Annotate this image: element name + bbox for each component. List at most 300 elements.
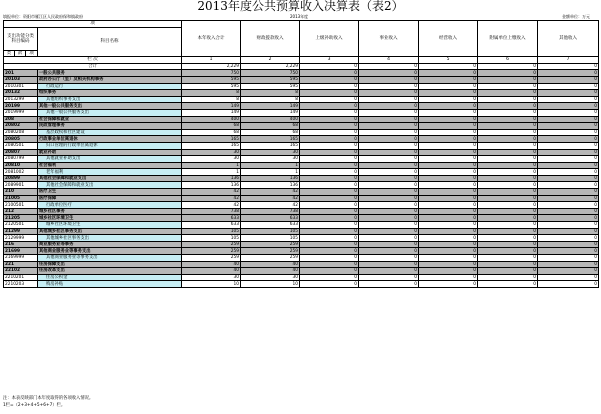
- amount-cell: 0: [478, 162, 538, 169]
- table-row: [4, 222, 599, 229]
- amount-cell: 149: [241, 109, 300, 116]
- amount-cell: 42: [241, 189, 300, 196]
- amount-cell: 595: [182, 83, 241, 90]
- amount-cell: 0: [300, 83, 359, 90]
- amount-cell: 0: [300, 90, 359, 97]
- amount-cell: 0: [538, 76, 599, 83]
- amount-cell: 30: [241, 149, 300, 156]
- amount-cell: 0: [419, 70, 478, 77]
- table-row: [4, 96, 599, 103]
- amount-cell: 0: [419, 281, 478, 288]
- amount-cell: 165: [182, 142, 241, 149]
- amount-cell: 0: [538, 169, 599, 176]
- amount-cell: 400: [182, 116, 241, 123]
- amount-cell: 0: [300, 228, 359, 235]
- amount-cell: 633: [182, 222, 241, 229]
- subject-name: 住房保障支出: [38, 261, 182, 268]
- amount-cell: 0: [300, 156, 359, 163]
- subject-code: 210: [4, 189, 38, 196]
- amount-cell: 0: [419, 136, 478, 143]
- amount-cell: 0: [300, 70, 359, 77]
- amount-cell: 0: [419, 222, 478, 229]
- table-row: [4, 149, 599, 156]
- amount-cell: 105: [182, 228, 241, 235]
- amount-cell: 0: [359, 149, 419, 156]
- amount-cell: 0: [359, 169, 419, 176]
- subject-name: 其他组织事务支出: [38, 96, 182, 103]
- amount-cell: 149: [241, 103, 300, 110]
- subject-name: 其他一般公共服务支出: [38, 103, 182, 110]
- amount-cell: 40: [241, 261, 300, 268]
- subject-name: 归口管理的行政单位离退休: [38, 142, 182, 149]
- amount-cell: 105: [182, 235, 241, 242]
- subject-code: 2089901: [4, 182, 38, 189]
- amount-cell: 0: [300, 261, 359, 268]
- subject-code: 201: [4, 70, 38, 77]
- subject-code: 20807: [4, 149, 38, 156]
- amount-cell: 400: [241, 116, 300, 123]
- header-kuan: 款: [15, 50, 26, 57]
- amount-cell: 0: [359, 274, 419, 281]
- table-row: [4, 169, 599, 176]
- amount-cell: 136: [241, 182, 300, 189]
- revenue-table: [3, 20, 599, 288]
- amount-cell: 0: [538, 241, 599, 248]
- amount-cell: 0: [359, 76, 419, 83]
- subject-name: 其他社会保障和就业支出: [38, 175, 182, 182]
- subject-name: 社会保障和就业: [38, 116, 182, 123]
- amount-cell: 149: [182, 109, 241, 116]
- subject-name: 其他城乡社区事务支出: [38, 235, 182, 242]
- col-number: 4: [359, 57, 419, 64]
- amount-cell: 0: [478, 116, 538, 123]
- amount-cell: 0: [300, 222, 359, 229]
- subject-code: 2010301: [4, 83, 38, 90]
- amount-cell: 0: [300, 142, 359, 149]
- amount-cell: 0: [478, 248, 538, 255]
- amount-cell: 1: [182, 169, 241, 176]
- subject-code: 2080501: [4, 142, 38, 149]
- amount-cell: 40: [241, 268, 300, 275]
- amount-cell: 0: [300, 136, 359, 143]
- table-row: [4, 195, 599, 202]
- amount-cell: 10: [182, 281, 241, 288]
- amount-cell: 0: [478, 222, 538, 229]
- table-row: [4, 162, 599, 169]
- amount-cell: 0: [300, 103, 359, 110]
- subject-code: 212: [4, 208, 38, 215]
- amount-cell: 0: [538, 261, 599, 268]
- col-number: 7: [538, 57, 599, 64]
- subject-code: 221: [4, 261, 38, 268]
- subject-code: 20810: [4, 162, 38, 169]
- table-row: [4, 109, 599, 116]
- amount-cell: 42: [182, 202, 241, 209]
- amount-cell: 0: [359, 83, 419, 90]
- subject-name: 其他城乡社区事务支出: [38, 228, 182, 235]
- amount-cell: 0: [478, 149, 538, 156]
- total-value: 2,229: [241, 63, 300, 70]
- amount-cell: 149: [182, 103, 241, 110]
- amount-cell: 0: [538, 175, 599, 182]
- table-row: [4, 136, 599, 143]
- amount-cell: 0: [359, 142, 419, 149]
- amount-cell: 105: [241, 228, 300, 235]
- amount-cell: 0: [359, 175, 419, 182]
- amount-cell: 0: [300, 241, 359, 248]
- amount-cell: 0: [538, 90, 599, 97]
- col-number: 5: [419, 57, 478, 64]
- header-name: 科目名称: [38, 27, 182, 57]
- amount-cell: 0: [359, 222, 419, 229]
- subject-code: 21205: [4, 215, 38, 222]
- table-row: [4, 274, 599, 281]
- subject-code: 20802: [4, 123, 38, 130]
- amount-cell: 0: [478, 208, 538, 215]
- amount-cell: 0: [538, 182, 599, 189]
- amount-cell: 0: [538, 195, 599, 202]
- subject-name: 就业补助: [38, 149, 182, 156]
- amount-cell: 0: [419, 189, 478, 196]
- total-value: 0: [478, 63, 538, 70]
- subject-name: 住房改革支出: [38, 268, 182, 275]
- amount-cell: 0: [478, 281, 538, 288]
- subject-name: 其他商业服务业等事务支出: [38, 248, 182, 255]
- amount-cell: 0: [300, 169, 359, 176]
- amount-cell: 0: [478, 123, 538, 130]
- header-lei: 类: [4, 50, 15, 57]
- amount-cell: 0: [300, 195, 359, 202]
- amount-cell: 0: [419, 96, 478, 103]
- amount-cell: 0: [300, 96, 359, 103]
- amount-cell: 0: [538, 129, 599, 136]
- table-row: [4, 255, 599, 262]
- amount-cell: 259: [241, 255, 300, 262]
- amount-cell: 0: [419, 156, 478, 163]
- table-row: [4, 202, 599, 209]
- amount-cell: 0: [359, 228, 419, 235]
- subject-name: 一般公共服务: [38, 70, 182, 77]
- amount-cell: 0: [419, 202, 478, 209]
- amount-cell: 30: [182, 274, 241, 281]
- amount-cell: 0: [419, 90, 478, 97]
- amount-cell: 8: [241, 96, 300, 103]
- amount-cell: 0: [538, 222, 599, 229]
- amount-cell: 0: [300, 274, 359, 281]
- amount-cell: 0: [300, 248, 359, 255]
- subject-name: 医疗保障: [38, 195, 182, 202]
- amount-cell: 0: [538, 208, 599, 215]
- subject-name: 行政单位医疗: [38, 202, 182, 209]
- report-title: 2013年度公共预算收入决算表（表2）: [197, 0, 404, 13]
- amount-cell: 259: [182, 241, 241, 248]
- amount-cell: 0: [419, 109, 478, 116]
- subject-name: 行政事业单位离退休: [38, 136, 182, 143]
- amount-cell: 0: [359, 281, 419, 288]
- amount-cell: 0: [359, 136, 419, 143]
- amount-cell: 0: [359, 129, 419, 136]
- amount-cell: 0: [538, 116, 599, 123]
- amount-cell: 136: [182, 182, 241, 189]
- header-col-5: 经营收入: [419, 21, 478, 57]
- amount-cell: 0: [359, 241, 419, 248]
- header-col-6: 附属单位上缴收入: [478, 21, 538, 57]
- subject-code: 2100501: [4, 202, 38, 209]
- amount-cell: 0: [359, 70, 419, 77]
- amount-cell: 633: [182, 215, 241, 222]
- amount-cell: 0: [538, 215, 599, 222]
- amount-cell: 0: [478, 90, 538, 97]
- amount-cell: 0: [478, 156, 538, 163]
- header-xiang: 项: [26, 50, 38, 57]
- subject-code: 21005: [4, 195, 38, 202]
- subject-code: 2210201: [4, 274, 38, 281]
- amount-cell: 0: [478, 103, 538, 110]
- table-row: [4, 182, 599, 189]
- amount-cell: 0: [478, 129, 538, 136]
- amount-cell: 8: [241, 90, 300, 97]
- amount-cell: 30: [182, 156, 241, 163]
- amount-cell: 0: [478, 182, 538, 189]
- amount-cell: 0: [419, 129, 478, 136]
- header-project: 项: [4, 21, 182, 28]
- amount-cell: 0: [359, 116, 419, 123]
- amount-cell: 30: [182, 149, 241, 156]
- subject-name: 老年福利: [38, 169, 182, 176]
- subject-code: 20899: [4, 175, 38, 182]
- table-row: [4, 208, 599, 215]
- amount-cell: 0: [419, 142, 478, 149]
- amount-cell: 0: [478, 83, 538, 90]
- header-col-2: 财政拨款收入: [241, 21, 300, 57]
- table-row: [4, 248, 599, 255]
- amount-cell: 0: [419, 76, 478, 83]
- table-row: [4, 228, 599, 235]
- subject-code: 2210203: [4, 281, 38, 288]
- amount-cell: 0: [419, 162, 478, 169]
- subject-name: 行政运行: [38, 83, 182, 90]
- amount-cell: 0: [478, 96, 538, 103]
- amount-cell: 1: [182, 162, 241, 169]
- subject-code: 216: [4, 241, 38, 248]
- table-row: [4, 123, 599, 130]
- amount-cell: 42: [182, 189, 241, 196]
- amount-cell: 259: [241, 241, 300, 248]
- amount-cell: 0: [419, 274, 478, 281]
- amount-cell: 0: [359, 248, 419, 255]
- table-row: [4, 156, 599, 163]
- table-row: [4, 142, 599, 149]
- table-row: [4, 268, 599, 275]
- subject-name: 基层政权和社区建设: [38, 129, 182, 136]
- amount-cell: 0: [359, 90, 419, 97]
- subject-name: 商业服务业等事务: [38, 241, 182, 248]
- amount-cell: 42: [182, 195, 241, 202]
- amount-cell: 0: [538, 248, 599, 255]
- amount-cell: 1: [241, 162, 300, 169]
- amount-cell: 1: [241, 169, 300, 176]
- subject-code: 20103: [4, 76, 38, 83]
- table-row: [4, 83, 599, 90]
- subject-code: 2081002: [4, 169, 38, 176]
- table-row: [4, 129, 599, 136]
- amount-cell: 0: [359, 215, 419, 222]
- subject-name: 其他社会保障和就业支出: [38, 182, 182, 189]
- amount-cell: 0: [300, 149, 359, 156]
- amount-cell: 0: [419, 175, 478, 182]
- amount-cell: 0: [419, 182, 478, 189]
- amount-cell: 0: [359, 162, 419, 169]
- amount-cell: 0: [359, 109, 419, 116]
- total-value: 0: [538, 63, 599, 70]
- amount-cell: 0: [300, 189, 359, 196]
- amount-cell: 0: [538, 274, 599, 281]
- amount-cell: 0: [359, 96, 419, 103]
- amount-cell: 633: [241, 215, 300, 222]
- amount-cell: 595: [241, 76, 300, 83]
- header-row-1: [4, 21, 599, 28]
- amount-cell: 595: [182, 76, 241, 83]
- subject-name: 城乡社区环境卫生: [38, 222, 182, 229]
- amount-cell: 0: [478, 215, 538, 222]
- subject-name: 组织事务: [38, 90, 182, 97]
- amount-cell: 0: [300, 129, 359, 136]
- amount-cell: 0: [300, 182, 359, 189]
- amount-cell: 0: [359, 202, 419, 209]
- footer-note-2: 1栏=（2+3+4+5+6+7）栏。: [3, 403, 66, 408]
- subject-code: 20805: [4, 136, 38, 143]
- amount-cell: 0: [300, 175, 359, 182]
- header-col-1: 本年收入合计: [182, 21, 241, 57]
- amount-cell: 0: [300, 208, 359, 215]
- amount-cell: 0: [538, 268, 599, 275]
- subject-name: 社会福利: [38, 162, 182, 169]
- amount-cell: 0: [478, 195, 538, 202]
- amount-cell: 0: [538, 281, 599, 288]
- amount-cell: 30: [241, 156, 300, 163]
- subject-code: 2019999: [4, 109, 38, 116]
- amount-cell: 0: [478, 169, 538, 176]
- total-value: 0: [359, 63, 419, 70]
- amount-cell: 0: [538, 70, 599, 77]
- amount-cell: 0: [538, 162, 599, 169]
- subject-name: 民政管理事务: [38, 123, 182, 130]
- amount-cell: 0: [419, 123, 478, 130]
- amount-cell: 0: [538, 136, 599, 143]
- amount-cell: 105: [241, 235, 300, 242]
- total-value: 0: [300, 63, 359, 70]
- amount-cell: 750: [241, 70, 300, 77]
- amount-cell: 0: [300, 162, 359, 169]
- amount-cell: 0: [359, 182, 419, 189]
- header-col-3: 上级补助收入: [300, 21, 359, 57]
- subject-code: 20132: [4, 90, 38, 97]
- subject-name: 政府办公厅（室）及相关机构事务: [38, 76, 182, 83]
- amount-cell: 0: [359, 156, 419, 163]
- amount-cell: 165: [182, 136, 241, 143]
- amount-cell: 0: [538, 123, 599, 130]
- amount-cell: 68: [241, 129, 300, 136]
- amount-cell: 0: [478, 235, 538, 242]
- amount-cell: 0: [359, 255, 419, 262]
- col-number: 2: [241, 57, 300, 64]
- table-row: [4, 116, 599, 123]
- amount-cell: 0: [478, 228, 538, 235]
- amount-cell: 750: [182, 70, 241, 77]
- col-number: 6: [478, 57, 538, 64]
- table-row: [4, 70, 599, 77]
- amount-cell: 42: [241, 202, 300, 209]
- amount-cell: 0: [419, 241, 478, 248]
- amount-cell: 0: [300, 123, 359, 130]
- amount-cell: 0: [478, 274, 538, 281]
- amount-cell: 165: [241, 136, 300, 143]
- amount-cell: 0: [359, 103, 419, 110]
- amount-cell: 0: [478, 202, 538, 209]
- amount-cell: 30: [241, 274, 300, 281]
- subject-code: 21299: [4, 228, 38, 235]
- amount-cell: 0: [419, 261, 478, 268]
- amount-cell: 42: [241, 195, 300, 202]
- footer-note-1: 注：本表反映部门本年度取得的各项收入情况。: [3, 396, 94, 401]
- amount-cell: 0: [478, 241, 538, 248]
- subject-name: 住房公积金: [38, 274, 182, 281]
- col-number: 3: [300, 57, 359, 64]
- amount-cell: 40: [182, 261, 241, 268]
- subject-code: 22102: [4, 268, 38, 275]
- amount-cell: 259: [182, 248, 241, 255]
- amount-cell: 0: [300, 202, 359, 209]
- amount-cell: 0: [300, 235, 359, 242]
- amount-cell: 0: [359, 189, 419, 196]
- header-col-4: 事业收入: [359, 21, 419, 57]
- amount-cell: 0: [359, 235, 419, 242]
- amount-cell: 8: [182, 96, 241, 103]
- amount-cell: 0: [478, 175, 538, 182]
- subject-code: 2169999: [4, 255, 38, 262]
- amount-cell: 8: [182, 90, 241, 97]
- amount-cell: 68: [241, 123, 300, 130]
- table-row: [4, 241, 599, 248]
- amount-cell: 0: [300, 215, 359, 222]
- header-col-7: 其他收入: [538, 21, 599, 57]
- amount-cell: 0: [419, 195, 478, 202]
- amount-cell: 738: [182, 208, 241, 215]
- table-row: [4, 76, 599, 83]
- subject-code: 21699: [4, 248, 38, 255]
- subject-code: 20199: [4, 103, 38, 110]
- amount-cell: 595: [241, 83, 300, 90]
- amount-cell: 0: [478, 268, 538, 275]
- subject-code: 2013299: [4, 96, 38, 103]
- amount-cell: 136: [241, 175, 300, 182]
- header-lanci: 栏 次: [4, 57, 182, 64]
- amount-cell: 0: [419, 208, 478, 215]
- subject-name: 城乡社区事务: [38, 208, 182, 215]
- amount-cell: 0: [478, 142, 538, 149]
- amount-cell: 0: [419, 228, 478, 235]
- amount-cell: 0: [300, 281, 359, 288]
- table-row: [4, 90, 599, 97]
- amount-cell: 0: [538, 189, 599, 196]
- amount-cell: 10: [241, 281, 300, 288]
- year-label: 2013年度: [290, 14, 309, 19]
- table-row: [4, 215, 599, 222]
- amount-cell: 259: [241, 248, 300, 255]
- amount-cell: 0: [359, 208, 419, 215]
- amount-cell: 0: [538, 202, 599, 209]
- amount-cell: 68: [182, 129, 241, 136]
